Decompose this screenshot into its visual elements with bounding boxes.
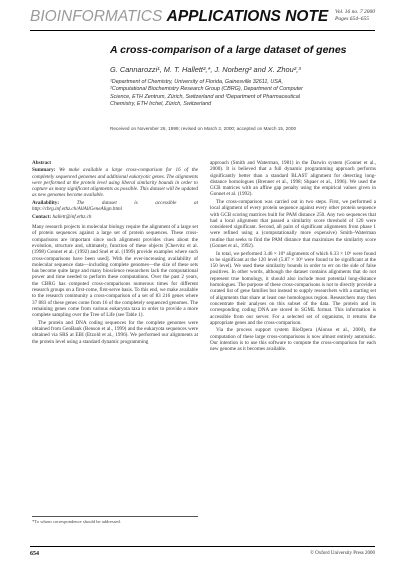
right-column xyxy=(210,160,376,354)
article-type: APPLICATIONS NOTE xyxy=(166,8,329,25)
journal-header xyxy=(30,8,375,31)
page-number: 654 xyxy=(30,551,39,557)
body-paragraph: approach (Smith and Waterman, 1981) in the Darwin system (Gonnet et al., 2000). It is believed that a full dynamic programming approach performs significantly better than a standard BLAST alignment for detecting long-distance homologues (Brenner et al., 1998; Shpaer et al., 1996). We used the GCB matrices with an affine gap penalty using the empirical values given in Gonnet et al. (1992). xyxy=(210,160,376,198)
received-dates: Received on November 26, 1999; revised on March 2, 2000; accepted on March 15, 2000 xyxy=(110,126,297,131)
article-title: A cross-comparison of a large dataset of genes xyxy=(110,44,347,56)
body-paragraph: The cross-comparison was carried out in two steps. First, we performed a local alignment of every protein sequence against every other protein sequence with GCB scoring matrices built for PAM distance 250. Any two sequences that had a local alignment that passed a similarity score threshold of 120 were considered significant. Second, all pairs of significant alignments from phase 1 were refined using a (computationally more expensive) Smith–Waterman routine that seeks to find the PAM distance that maximizes the similarity score (Gonnet et al., 1992). xyxy=(210,198,376,250)
publisher-copyright: © Oxford University Press 2000 xyxy=(310,551,375,556)
summary-text: We make available a large cross-comparison for 16 of the completely sequenced genomes and additional eukaryotic genes. The alignments were performed at the protein level using liberal similarity bounds in order to capture as many significant alignments as possible. This dataset will be updated as new genomes become available. xyxy=(32,167,198,199)
page-range: Pages 654–655 xyxy=(334,16,370,22)
affiliation-line: ¹Department of Chemistry, University of Florida, Gainesville 32611, USA, xyxy=(110,79,283,85)
contact-label: Contact: xyxy=(32,213,52,220)
abstract-availability xyxy=(32,200,198,213)
affiliation-line: ²Computational Biochemistry Research Group (CBRG), Department of Computer xyxy=(110,86,303,93)
abstract-contact xyxy=(32,214,198,220)
footnote-text: *To whom correspondence should be addressed. xyxy=(32,519,121,524)
affiliation-line: Science, ETH Zentrum, Zürich, Switzerland and ³Department of Pharmaceutical xyxy=(110,93,300,100)
volume-info xyxy=(335,9,375,23)
author-list: G. Cannarozzi¹, M. T. Hallett²,*, J. Norberg² and X. Zhou²,³ xyxy=(110,65,301,74)
availability-label: Availability: xyxy=(32,199,60,206)
abstract-heading: Abstract xyxy=(32,160,52,166)
availability-text: The dataset is accessible at http://cbrg.inf.ethz.ch/AllAllGeneAlign.html xyxy=(32,199,198,213)
left-column xyxy=(32,160,198,346)
body-paragraph: Via the process support system BioOpera (Alonso et al., 2000), the computation of these large cross-comparisons is now almost entirely automatic. Our intention is to use this software to compute the cross-comparison for each new genome as it becomes available. xyxy=(210,327,376,353)
summary-label: Summary: xyxy=(32,167,56,174)
contact-text: hallett@inf.ethz.ch xyxy=(52,213,92,220)
body-paragraph: The protein and DNA coding sequences for the complete genomes were obtained from GenBank (Benson et al., 1999) and the eukaryota sequences were obtained via SRS at EBI (Etzold et al., 1996). We performed our alignments at the protein level using a standard dynamic programming xyxy=(32,319,198,345)
abstract-summary xyxy=(32,167,198,198)
volume-number: Vol. 16 no. 7 2000 xyxy=(334,9,375,15)
journal-name: BIOINFORMATICS xyxy=(30,8,163,25)
affiliation-line: Chemistry, ETH Irchel, Zürich, Switzerland xyxy=(110,101,212,108)
page-footer xyxy=(30,546,375,560)
body-paragraph: In total, we performed 3.46 × 10⁹ alignments of which 6.33 × 10⁶ were found to be significant at the 120 level (5.87 × 10⁶ were found to be significant at the 150 level). We used these similarity bounds in order to err on the side of false positives. In other words, although the dataset contains alignments that do not represent true homology, it should also include most potential long-distance homologues. The purpose of these cross-comparisons is not to directly provide a curated list of gene families but instead to supply researchers with a starting set of alignments that share at least one homologous region. Researchers may then concentrate their analyses on this subset of the data. The protein and its corresponding coding DNA are stored in SGML format. This information is accessible from our server. For a selected set of organisms, it returns the appropriate genes and the cross-comparison. xyxy=(210,250,376,326)
journal-header-title xyxy=(30,8,328,26)
affiliations xyxy=(110,79,386,109)
correspondence-footnote xyxy=(32,516,198,524)
body-paragraph: Many research projects in molecular biology require the alignment of a large set of protein sequences against a large set of protein sequences. These cross-comparisons are important since such alignment provides clues about the evolution, structure and, ultimately, function of these objects [Chervitz et al. (1998) Gonnet et al. (1992) and Snel et al. (1999) provide examples where such cross-comparisons have been used]. With the ever-increasing availability of molecular sequence data—including complete genomes—the size of these sets has become quite large and many bioscience researchers lack the computational power and time needed to perform these computations. Over the past 2 years, the CBRG has computed cross-comparisons numerous times for different research groups on a first-come, first-serve basis. To this end, we make available to the research community a cross-comparison of a set of 83 216 genes where 37 883 of these genes come from 16 of the completely sequenced genomes. The remaining genes come from various eukaryota taxa in order to provide a more complete sampling over the Tree of Life (see Table 1). xyxy=(32,224,198,319)
